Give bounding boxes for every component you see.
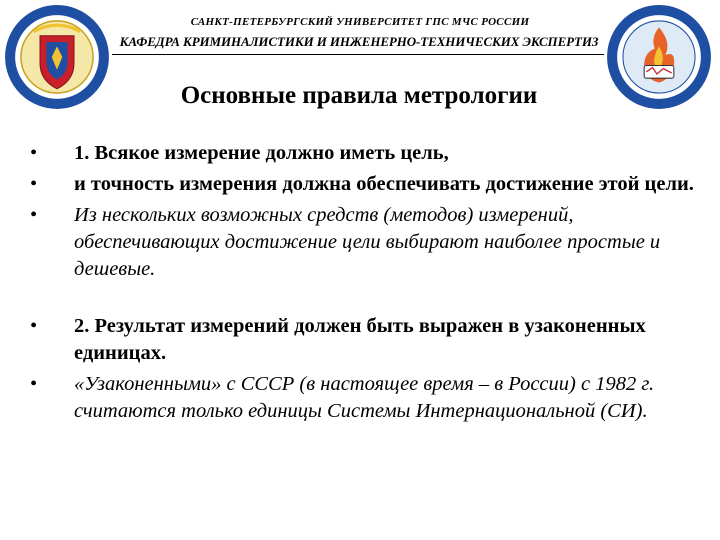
bullet-marker: •: [30, 142, 38, 164]
bullet-item: [28, 313, 696, 367]
bullet-item: [28, 140, 696, 167]
bullet-marker: •: [30, 204, 38, 226]
bullet-text: и точность измерения должна обеспечивать достижение этой цели.: [74, 173, 694, 195]
bullet-item: [28, 371, 696, 425]
university-name: САНКТ-ПЕТЕРБУРГСКИЙ УНИВЕРСИТЕТ ГПС МЧС РОССИИ: [190, 16, 530, 28]
bullet-item: [28, 171, 696, 198]
slide-title: Основные правила метрологии: [180, 82, 538, 109]
bullet-list: [28, 140, 696, 429]
bullet-text: «Узаконенными» с СССР (в настоящее время – в России) с 1982 г. считаются только единицы Системы Интернациональной (СИ).: [74, 373, 655, 422]
bullet-text: 2. Результат измерений должен быть выражен в узаконенных единицах.: [74, 315, 646, 364]
bullet-marker: •: [30, 173, 38, 195]
bullet-marker: •: [30, 373, 38, 395]
bullet-marker: •: [30, 315, 38, 337]
department-name: КАФЕДРА КРИМИНАЛИСТИКИ И ИНЖЕНЕРНО-ТЕХНИЧЕСКИХ ЭКСПЕРТИЗ: [119, 34, 599, 49]
university-emblem-icon: [4, 4, 110, 110]
bullet-text: Из нескольких возможных средств (методов) измерений, обеспечивающих достижение цели выбирают наиболее простые и дешевые.: [74, 204, 661, 280]
bullet-text: 1. Всякое измерение должно иметь цель,: [74, 142, 449, 164]
bullet-item: [28, 202, 696, 283]
department-emblem-icon: [606, 4, 712, 110]
header-divider: [112, 54, 604, 55]
